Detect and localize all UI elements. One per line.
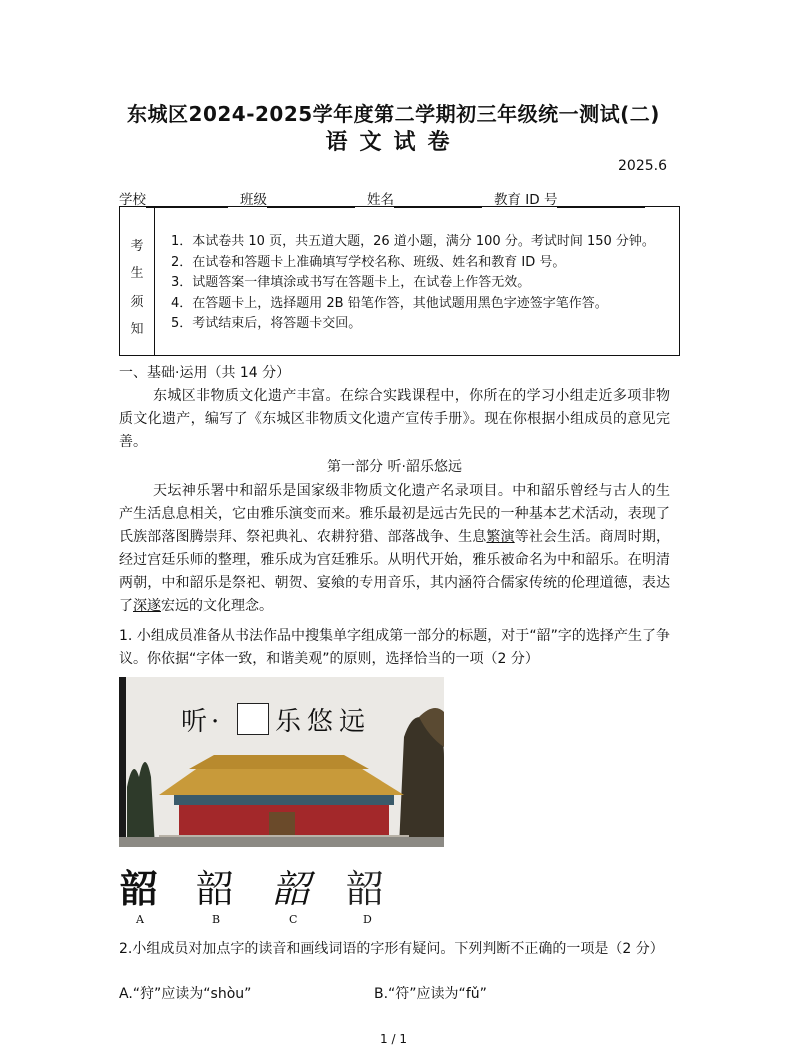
question-2: 2.小组成员对加点字的读音和画线词语的字形有疑问。下列判断不正确的一项是（2 分） — [119, 941, 664, 957]
image-title-left: 听· — [181, 707, 224, 737]
exam-title: 东城区2024-2025学年度第二学期初三年级统一测试(二) — [127, 102, 660, 126]
edu-id-label: 教育 ID 号 — [494, 192, 558, 208]
underlined-word: 深遂 — [133, 598, 161, 614]
notice-item: 3．试题答案一律填涂或书写在答题卡上，在试卷上作答无效。 — [171, 275, 531, 290]
school-label: 学校 — [119, 192, 146, 208]
class-field — [240, 188, 355, 208]
edu-id-field — [494, 188, 645, 208]
school-field — [119, 188, 228, 208]
option-c-label: C — [289, 913, 298, 926]
option-d-calligraphy[interactable]: 韶 — [346, 867, 385, 911]
section-intro: 东城区非物质文化遗产丰富。在综合实践课程中，你所在的学习小组走近多项非物质文化遗产，编写了《东城区非物质文化遗产宣传手册》。现在你根据小组成员的意见完善。 — [119, 388, 670, 450]
notice-item: 1．本试卷共 10 页，共五道大题，26 道小题，满分 100 分。考试时间 150 分钟。 — [171, 234, 655, 249]
notice-side-char: 知 — [130, 322, 144, 337]
notice-item: 5．考试结束后，将答题卡交回。 — [171, 316, 362, 331]
exam-subtitle: 语文试卷 — [325, 130, 462, 155]
notice-side-char: 生 — [130, 266, 144, 281]
image-title-right: 乐悠远 — [275, 707, 372, 737]
option-b-calligraphy[interactable]: 韶 — [196, 867, 235, 911]
passage-text: 宏远的文化理念。 — [161, 598, 273, 614]
option-c-calligraphy[interactable]: 韶 — [272, 867, 311, 911]
candidate-notice-box — [119, 206, 680, 356]
option-a-calligraphy[interactable]: 韶 — [120, 866, 159, 911]
section-heading: 一、基础·运用（共 14 分） — [119, 365, 291, 381]
passage — [119, 480, 670, 618]
notice-list — [171, 232, 655, 335]
temple-photo — [119, 677, 444, 847]
q2-option-a[interactable]: A.“狩”应读为“shòu” — [119, 986, 252, 1002]
q2-option-b[interactable]: B.“符”应读为“fǔ” — [374, 986, 487, 1002]
passage-text: 等社会生活。商周时期，经过宫廷乐师的整理，雅乐成为宫廷雅乐。从明代开始，雅乐被命名为中和韶乐。在明清两朝，中和韶乐是祭祀、朝贺、宴飨的专用音乐，其内涵符合儒家传统的伦理道德，表达了 — [119, 529, 671, 614]
notice-side-char: 考 — [130, 239, 144, 254]
option-a-label: A — [136, 913, 144, 926]
student-info-row — [119, 188, 679, 208]
option-d-label: D — [363, 913, 372, 926]
passage-text: 天坛神乐署中和韶乐是国家级非物质文化遗产名录项目。中和韶乐曾经与古人的生产生活息息相关，它由雅乐演变而来。雅乐最初是远古先民的一种基本艺术活动，表现了氏族部落图腾崇拜、祭祀典礼、农耕狩猎、部落战争、生息 — [119, 483, 670, 545]
notice-side-label — [120, 207, 155, 355]
underlined-word: 繁演 — [486, 529, 515, 545]
exam-date: 2025.6 — [618, 158, 667, 174]
class-label: 班级 — [240, 192, 267, 208]
question-1: 1. 小组成员准备从书法作品中搜集单字组成第一部分的标题，对于“韶”字的选择产生了争议。你依据“字体一致，和谐美观”的原则，选择恰当的一项（2 分） — [119, 628, 670, 667]
part-title: 第一部分 听·韶乐悠远 — [327, 459, 462, 475]
notice-item: 2．在试卷和答题卡上准确填写学校名称、班级、姓名和教育 ID 号。 — [171, 254, 566, 270]
name-label: 姓名 — [367, 192, 394, 208]
blank-character-box — [237, 703, 269, 735]
option-b-label: B — [212, 913, 221, 926]
notice-item: 4．在答题卡上，选择题用 2B 铅笔作答，其他试题用黑色字迹签字笔作答。 — [171, 295, 608, 311]
name-field — [367, 188, 482, 208]
page-number: 1 / 1 — [380, 1032, 407, 1046]
notice-side-char: 须 — [130, 295, 144, 310]
